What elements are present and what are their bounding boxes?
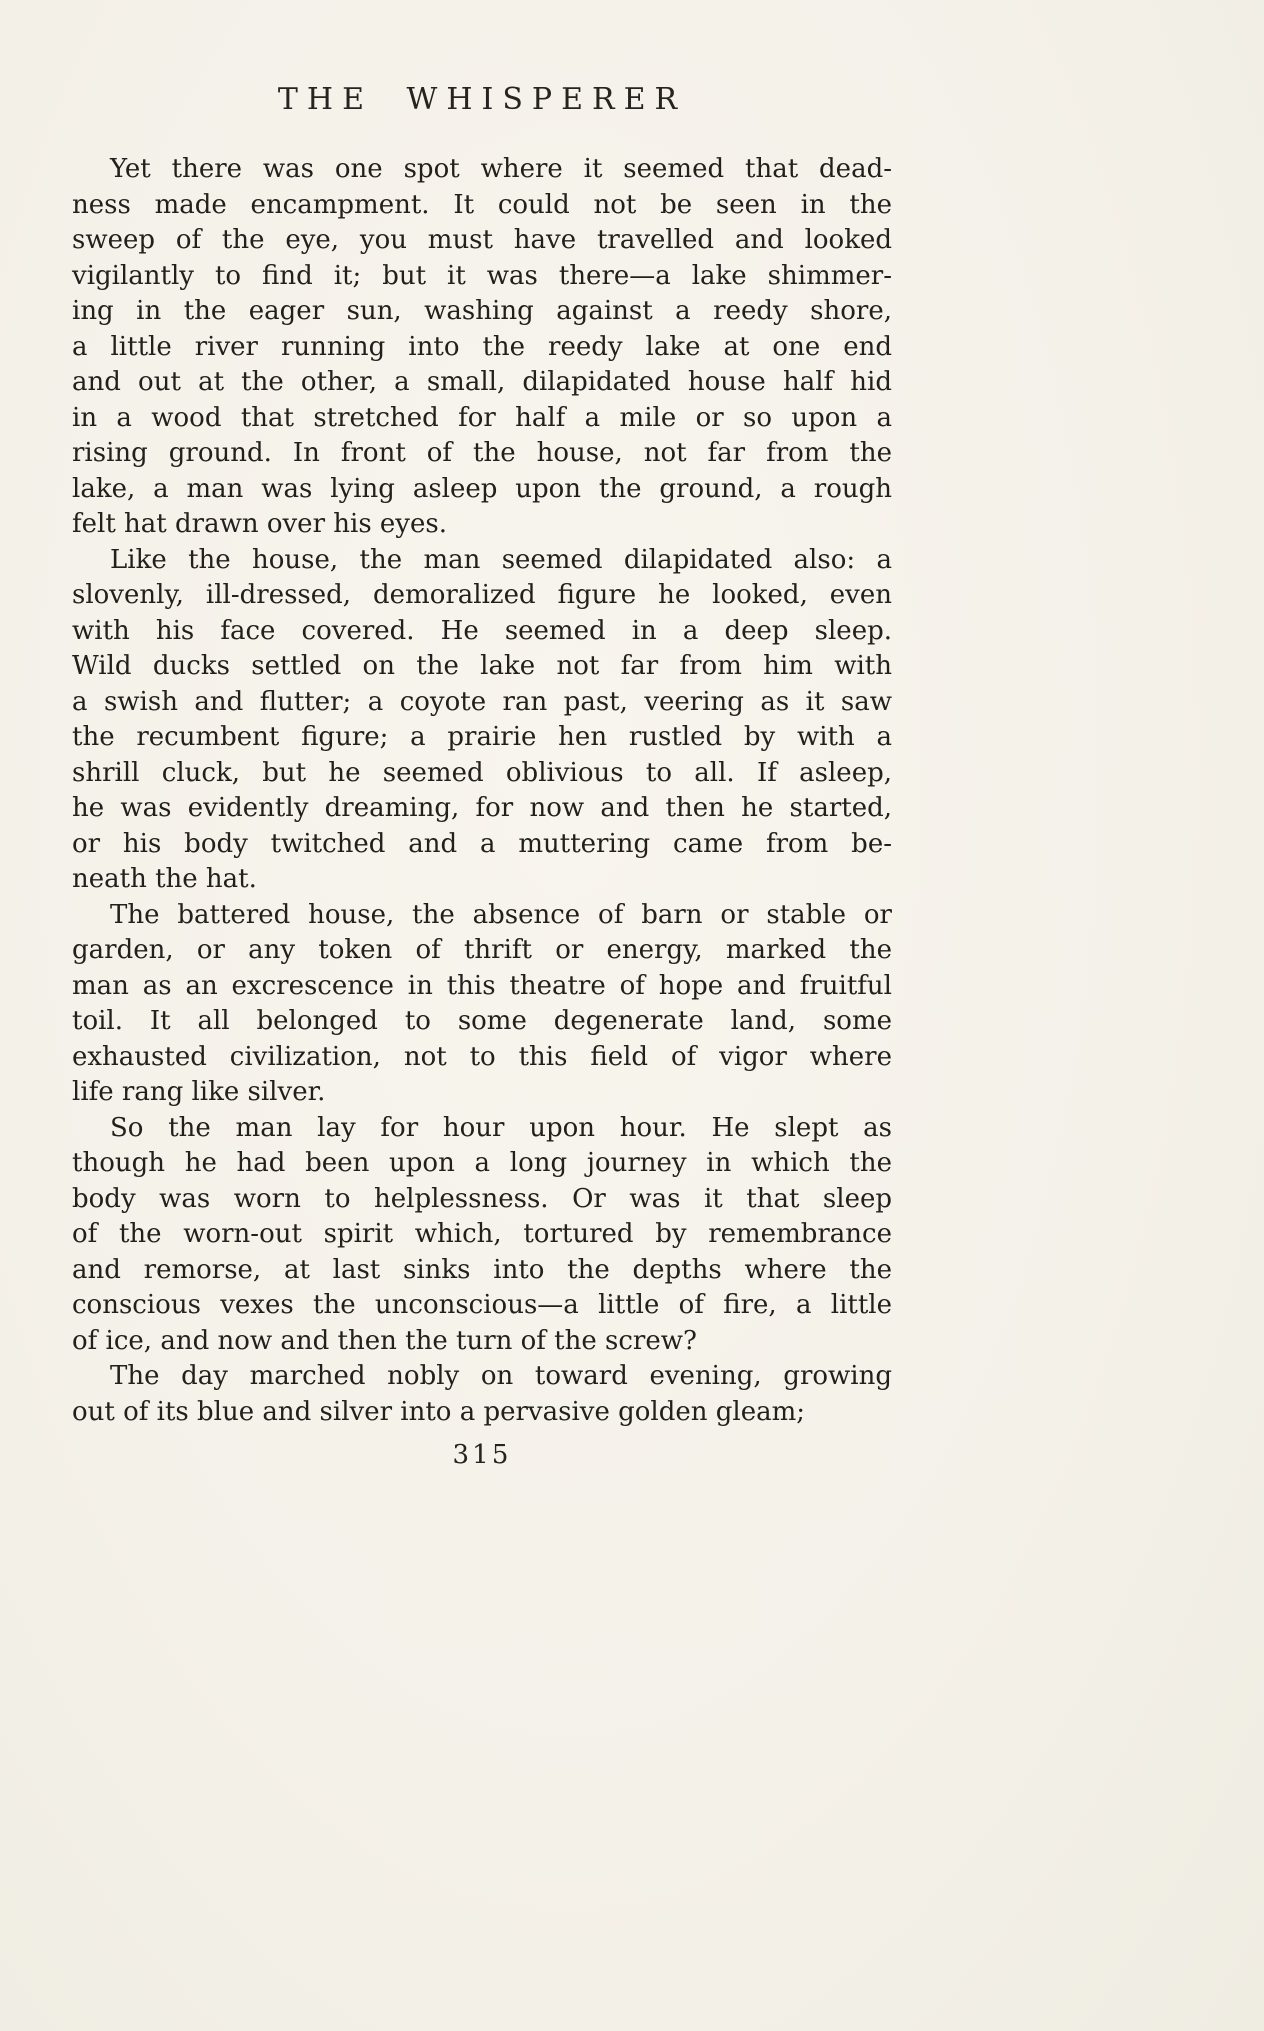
text-line: vigilantly to find it; but it was there—a lake shimmer-: [72, 260, 892, 291]
text-line: with his face covered. He seemed in a deep sleep.: [72, 615, 892, 646]
text-line: though he had been upon a long journey in which the: [72, 1148, 892, 1178]
text-line: felt hat drawn over his eyes.: [72, 509, 447, 539]
text-line: Wild ducks settled on the lake not far from him with: [72, 651, 892, 681]
text-line: conscious vexes the unconscious—a little of fire, a little: [72, 1290, 892, 1320]
text-line: a swish and flutter; a coyote ran past, veering as it saw: [72, 686, 892, 717]
text-line: or his body twitched and a muttering came from be-: [72, 828, 892, 859]
text-line: The battered house, the absence of barn or stable or: [110, 899, 892, 930]
text-line: sweep of the eye, you must have travelled and looked: [72, 225, 892, 255]
text-line: he was evidently dreaming, for now and then he started,: [72, 793, 892, 823]
text-line: slovenly, ill-dressed, demoralized figure he looked, even: [72, 580, 892, 610]
text-line: in a wood that stretched for half a mile or so upon a: [72, 402, 892, 433]
text-line: Yet there was one spot where it seemed that dead-: [110, 154, 892, 184]
text-line: man as an excrescence in this theatre of hope and fruitful: [72, 970, 892, 1001]
text-line: ing in the eager sun, washing against a reedy shore,: [72, 296, 892, 326]
paragraph: [72, 1359, 892, 1430]
text-line: toil. It all belonged to some degenerate land, some: [72, 1006, 892, 1036]
text-line: So the man lay for hour upon hour. He slept as: [110, 1112, 892, 1143]
text-line: ness made encampment. It could not be seen in the: [72, 189, 892, 220]
paragraph: [72, 1111, 892, 1360]
text-line: Like the house, the man seemed dilapidated also: a: [110, 544, 892, 575]
text-line: body was worn to helplessness. Or was it that sleep: [72, 1183, 892, 1214]
text-line: out of its blue and silver into a pervasive golden gleam;: [72, 1396, 806, 1427]
text-line: the recumbent figure; a prairie hen rustled by with a: [72, 722, 892, 752]
running-header: THE WHISPERER: [277, 82, 687, 117]
text-line: of the worn-out spirit which, tortured by remembrance: [72, 1219, 892, 1249]
page-body-text: [72, 152, 892, 1430]
text-line: The day marched nobly on toward evening, growing: [110, 1361, 892, 1391]
text-line: lake, a man was lying asleep upon the ground, a rough: [72, 473, 892, 504]
text-line: of ice, and now and then the turn of the screw?: [72, 1325, 697, 1356]
text-line: life rang like silver.: [72, 1077, 326, 1107]
text-line: garden, or any token of thrift or energy, marked the: [72, 935, 892, 965]
text-line: and remorse, at last sinks into the depths where the: [72, 1254, 892, 1285]
text-line: rising ground. In front of the house, not far from the: [72, 438, 892, 468]
page-number: 315: [452, 1440, 512, 1470]
paragraph: [72, 152, 892, 543]
text-line: neath the hat.: [72, 864, 257, 894]
paragraph: [72, 898, 892, 1111]
text-line: a little river running into the reedy lake at one end: [72, 331, 892, 362]
text-line: exhausted civilization, not to this field of vigor where: [72, 1041, 892, 1072]
text-line: shrill cluck, but he seemed oblivious to all. If asleep,: [72, 757, 892, 788]
paragraph: [72, 543, 892, 898]
text-line: and out at the other, a small, dilapidated house half hid: [72, 367, 892, 397]
